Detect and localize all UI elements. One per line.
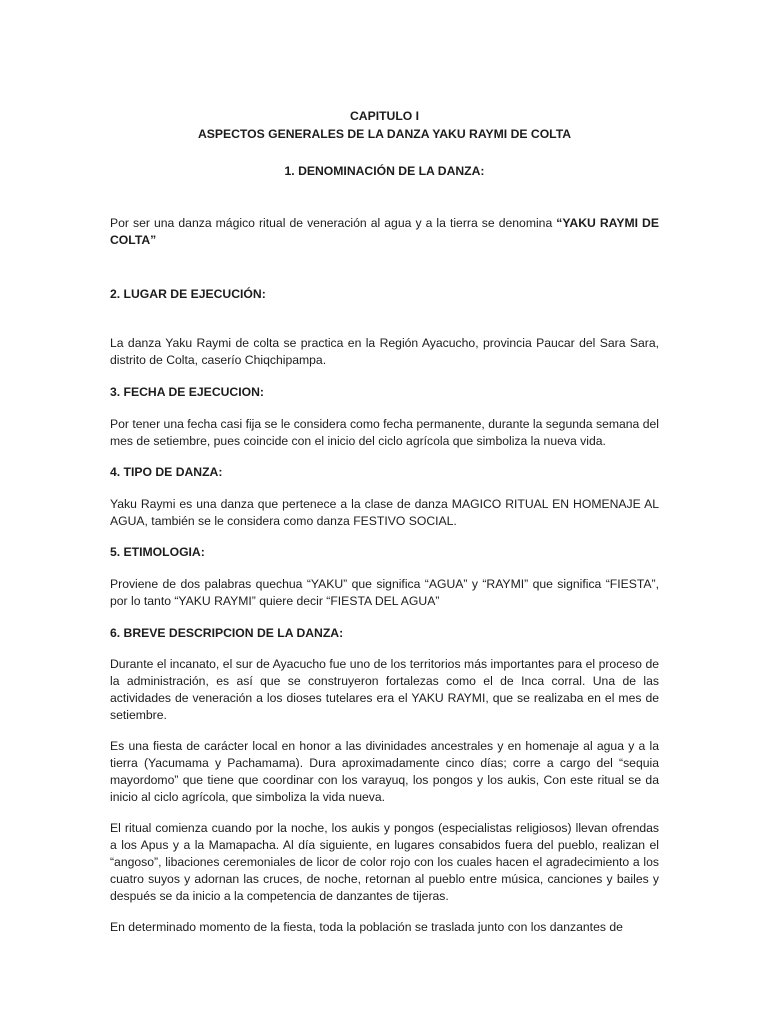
section-5-heading: 5. ETIMOLOGIA:	[110, 545, 205, 559]
chapter-title: ASPECTOS GENERALES DE LA DANZA YAKU RAYMI DE COLTA	[197, 127, 572, 141]
section-3-heading: 3. FECHA DE EJECUCION:	[110, 385, 264, 399]
section-4-heading: 4. TIPO DE DANZA:	[110, 465, 223, 479]
section-3-text: Por tener una fecha casi fija se le considera como fecha permanente, durante la segunda semana del mes de setiembre, pues coincide con el inicio del ciclo agrícola que simboliza la nueva vida.	[110, 417, 659, 448]
chapter-label: CAPITULO I	[349, 109, 420, 123]
section-5-text: Proviene de dos palabras quechua “YAKU” que significa “AGUA” y “RAYMI” que significa “FIESTA”, por lo tanto “YAKU RAYMI” quiere decir “FIESTA DEL AGUA”	[110, 577, 659, 608]
section-6-paragraph-4: En determinado momento de la fiesta, toda la población se traslada junto con los danzantes de	[110, 920, 623, 934]
section-1-text-bold: “YAKU RAYMI DE COLTA”	[110, 216, 659, 247]
section-4-text: Yaku Raymi es una danza que pertenece a la clase de danza MAGICO RITUAL EN HOMENAJE AL AGUA, también se le considera como danza FESTIVO SOCIAL.	[110, 497, 659, 528]
section-6-heading: 6. BREVE DESCRIPCION DE LA DANZA:	[110, 626, 344, 640]
section-6-paragraph-2: Es una fiesta de carácter local en honor a las divinidades ancestrales y en homenaje al agua y a la tierra (Yacumama y Pachamama). Dura aproximadamente cinco días; corre a cargo del “sequia mayordomo” que tiene que coordinar con los varayuq, los pongos y los aukis, Con este ritual se da inicio al ciclo agrícola, que simboliza la vida nueva.	[110, 739, 659, 804]
section-1-text	[110, 215, 659, 249]
section-6-paragraph-1: Durante el incanato, el sur de Ayacucho fue uno de los territorios más importantes para el proceso de la administración, es así que se construyeron fortalezas como el de Inca corral. Una de las actividades de veneración a los dioses tutelares era el YAKU RAYMI, que se realizaba en el mes de setiembre.	[110, 657, 659, 722]
document-page	[110, 108, 659, 936]
section-1-text-regular: Por ser una danza mágico ritual de veneración al agua y a la tierra se denomina	[110, 216, 557, 230]
section-6-paragraph-3: El ritual comienza cuando por la noche, los aukis y pongos (especialistas religiosos) llevan ofrendas a los Apus y a la Mamapacha. Al día siguiente, en lugares consabidos fuera del pueblo, realizan el “angoso”, libaciones ceremoniales de licor de color rojo con los cuales hacen el agradecimiento a los cuatro suyos y adornan las cruces, de noche, retornan al pueblo entre música, canciones y bailes y después se da inicio a la competencia de danzantes de tijeras.	[110, 821, 659, 903]
section-2-heading: 2. LUGAR DE EJECUCIÓN:	[110, 287, 266, 301]
section-2-text: La danza Yaku Raymi de colta se practica en la Región Ayacucho, provincia Paucar del Sara Sara, distrito de Colta, caserío Chiqchipampa.	[110, 336, 659, 367]
section-1-heading: 1. DENOMINACIÓN DE LA DANZA:	[284, 164, 485, 178]
